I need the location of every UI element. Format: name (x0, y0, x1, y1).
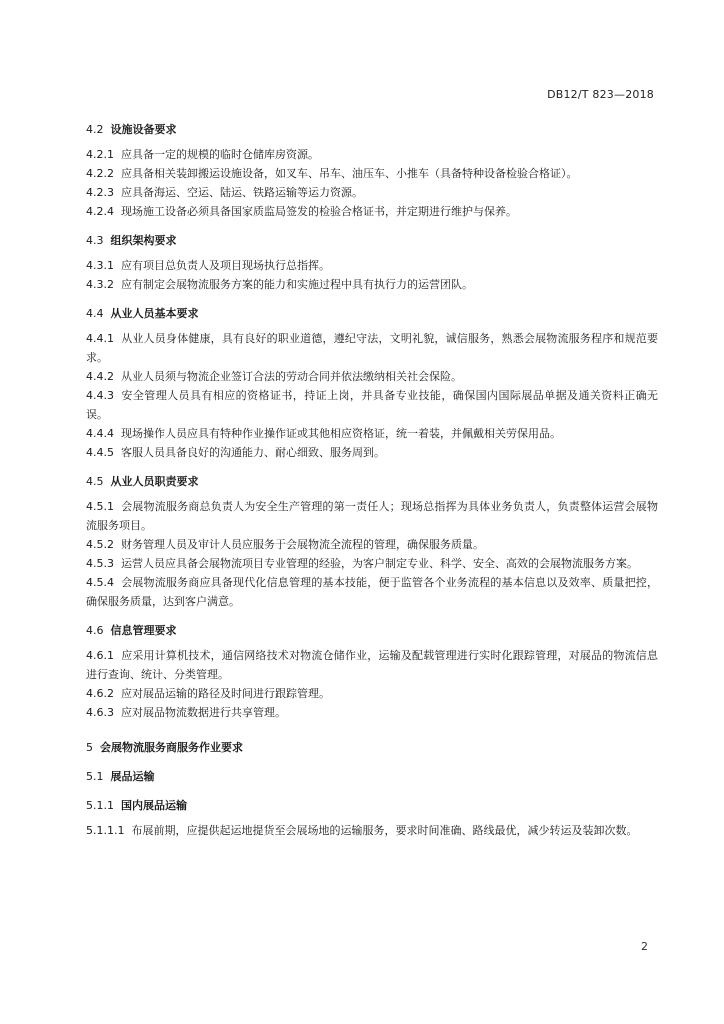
clause-item (86, 386, 658, 424)
clause-text: 安全管理人员具有相应的资格证书，持证上岗，并具备专业技能，确保国内国际展品单据及通关资料正确无误。 (86, 389, 658, 421)
clause-item (86, 554, 658, 573)
clause-item (86, 424, 658, 443)
clause-text: 应有项目总负责人及项目现场执行总指挥。 (121, 259, 330, 272)
clause-number: 5.1.1 (86, 799, 114, 812)
clause-number: 4.2 (86, 123, 104, 136)
clause-text: 会展物流服务商服务作业要求 (100, 741, 243, 754)
clause-number: 4.5 (86, 475, 104, 488)
page-number: 2 (641, 940, 648, 953)
clause-number: 4.4.2 (86, 370, 114, 383)
clause-text: 国内展品运输 (121, 799, 187, 812)
clause-text: 应对展品物流数据进行共享管理。 (121, 706, 286, 719)
clause-text: 应对展品运输的路径及时间进行跟踪管理。 (121, 687, 330, 700)
clause-item (86, 145, 658, 164)
clause-text: 布展前期，应提供起运地提货至会展场地的运输服务，要求时间准确、路线最优，减少转运及装卸次数。 (131, 824, 638, 837)
clause-text: 应采用计算机技术，通信网络技术对物流仓储作业，运输及配载管理进行实时化跟踪管理，对展品的物流信息进行查询、统计、分类管理。 (86, 649, 658, 681)
clause-text: 应有制定会展物流服务方案的能力和实施过程中具有执行力的运营团队。 (121, 278, 473, 291)
section-heading (86, 231, 658, 250)
clause-number: 4.5.2 (86, 538, 114, 551)
clause-number: 4.2.1 (86, 148, 114, 161)
clause-item (86, 367, 658, 386)
clause-text: 从业人员身体健康，具有良好的职业道德，遵纪守法，文明礼貌，诚信服务，熟悉会展物流服务程序和规范要求。 (86, 332, 658, 364)
section-heading (86, 472, 658, 491)
clause-number: 4.3.1 (86, 259, 114, 272)
clause-number: 4.6.2 (86, 687, 114, 700)
clause-item (86, 164, 658, 183)
clause-number: 4.4.4 (86, 427, 114, 440)
document-body (86, 118, 658, 840)
clause-text: 组织架构要求 (110, 234, 177, 247)
clause-number: 4.6.1 (86, 649, 114, 662)
clause-item (86, 821, 658, 840)
clause-item (86, 256, 658, 275)
clause-item (86, 684, 658, 703)
clause-number: 4.4.5 (86, 446, 114, 459)
clause-text: 设施设备要求 (110, 123, 177, 136)
clause-number: 5.1 (86, 770, 104, 783)
clause-item (86, 443, 658, 462)
clause-text: 信息管理要求 (110, 624, 177, 637)
clause-number: 4.6.3 (86, 706, 114, 719)
clause-text: 现场操作人员应具有特种作业操作证或其他相应资格证，统一着装，并佩戴相关劳保用品。 (121, 427, 561, 440)
clause-item (86, 202, 658, 221)
clause-item (86, 497, 658, 535)
section-heading (86, 120, 658, 139)
clause-number: 4.5.3 (86, 557, 114, 570)
document-code: DB12/T 823—2018 (547, 88, 654, 101)
clause-number: 4.4 (86, 307, 104, 320)
clause-item (86, 329, 658, 367)
clause-text: 应具备相关装卸搬运设施设备，如叉车、吊车、油压车、小推车（具备特种设备检验合格证）。 (121, 167, 578, 180)
section-heading (86, 767, 658, 786)
clause-number: 4.3 (86, 234, 104, 247)
clause-number: 4.2.3 (86, 186, 114, 199)
clause-text: 展品运输 (110, 770, 155, 783)
clause-number: 4.3.2 (86, 278, 114, 291)
clause-number: 4.2.4 (86, 205, 114, 218)
clause-text: 从业人员基本要求 (110, 307, 199, 320)
clause-text: 应具备海运、空运、陆运、铁路运输等运力资源。 (121, 186, 363, 199)
clause-number: 4.4.3 (86, 389, 114, 402)
clause-number: 4.6 (86, 624, 104, 637)
clause-text: 财务管理人员及审计人员应服务于会展物流全流程的管理，确保服务质量。 (121, 538, 484, 551)
clause-text: 运营人员应具备会展物流项目专业管理的经验，为客户制定专业、科学、安全、高效的会展物流服务方案。 (121, 557, 638, 570)
clause-text: 会展物流服务商应具备现代化信息管理的基本技能，便于监管各个业务流程的基本信息以及效率、质量把控，确保服务质量，达到客户满意。 (86, 576, 658, 608)
section-heading (86, 796, 658, 815)
section-heading (86, 304, 658, 323)
clause-item (86, 703, 658, 722)
clause-number: 4.4.1 (86, 332, 114, 345)
clause-text: 应具备一定的规模的临时仓储库房资源。 (121, 148, 319, 161)
section-heading (86, 621, 658, 640)
clause-text: 从业人员职责要求 (110, 475, 199, 488)
chapter-heading (86, 738, 658, 757)
clause-number: 4.2.2 (86, 167, 114, 180)
clause-text: 客服人员具备良好的沟通能力、耐心细致、服务周到。 (121, 446, 385, 459)
clause-text: 现场施工设备必须具备国家质监局签发的检验合格证书，并定期进行维护与保养。 (121, 205, 517, 218)
clause-number: 4.5.4 (86, 576, 114, 589)
clause-text: 从业人员须与物流企业签订合法的劳动合同并依法缴纳相关社会保险。 (121, 370, 462, 383)
clause-item (86, 275, 658, 294)
clause-text: 会展物流服务商总负责人为安全生产管理的第一责任人；现场总指挥为具体业务负责人，负责整体运营会展物流服务项目。 (86, 500, 658, 532)
clause-number: 5.1.1.1 (86, 824, 125, 837)
clause-item (86, 646, 658, 684)
clause-item (86, 183, 658, 202)
clause-item (86, 573, 658, 611)
clause-number: 5 (86, 741, 93, 754)
clause-number: 4.5.1 (86, 500, 114, 513)
clause-item (86, 535, 658, 554)
